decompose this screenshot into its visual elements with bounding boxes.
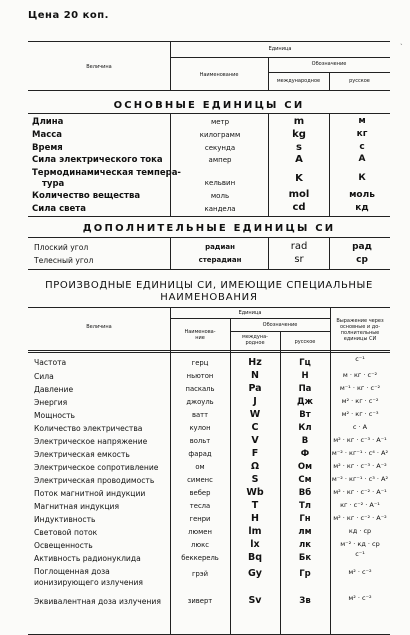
t2-header-designation: Обозначение [262,322,298,328]
corner-mark: ˎ [400,36,403,45]
price-label: Цена 20 коп. [28,10,109,21]
header-russian: русское [349,78,370,84]
header-quantity: Величина [86,64,112,70]
derived-units-title-line2: НАИМЕНОВАНИЯ [160,292,258,303]
t2-header-russian: русское [294,339,316,345]
derived-units-title-line1: ПРОИЗВОДНЫЕ ЕДИНИЦЫ СИ, ИМЕЮЩИЕ СПЕЦИАЛЬНЫЕ [45,280,373,291]
header-unit: Единица [268,46,292,52]
t2-header-expression: Выражение через основные и до- полнительные единицы СИ [336,318,384,342]
t2-header-quantity: Величина [86,324,112,330]
t2-header-international: междуна- родное [242,334,268,346]
base-units-title: ОСНОВНЫЕ ЕДИНИЦЫ СИ [113,100,305,111]
supplementary-units-title: ДОПОЛНИТЕЛЬНЫЕ ЕДИНИЦЫ СИ [82,223,336,234]
header-international: международное [276,78,321,84]
header-name: Наименование [199,72,239,78]
t2-header-name: Наименова- ние [184,329,216,341]
t2-header-unit: Единица [238,310,262,316]
header-designation: Обозначение [311,61,347,67]
